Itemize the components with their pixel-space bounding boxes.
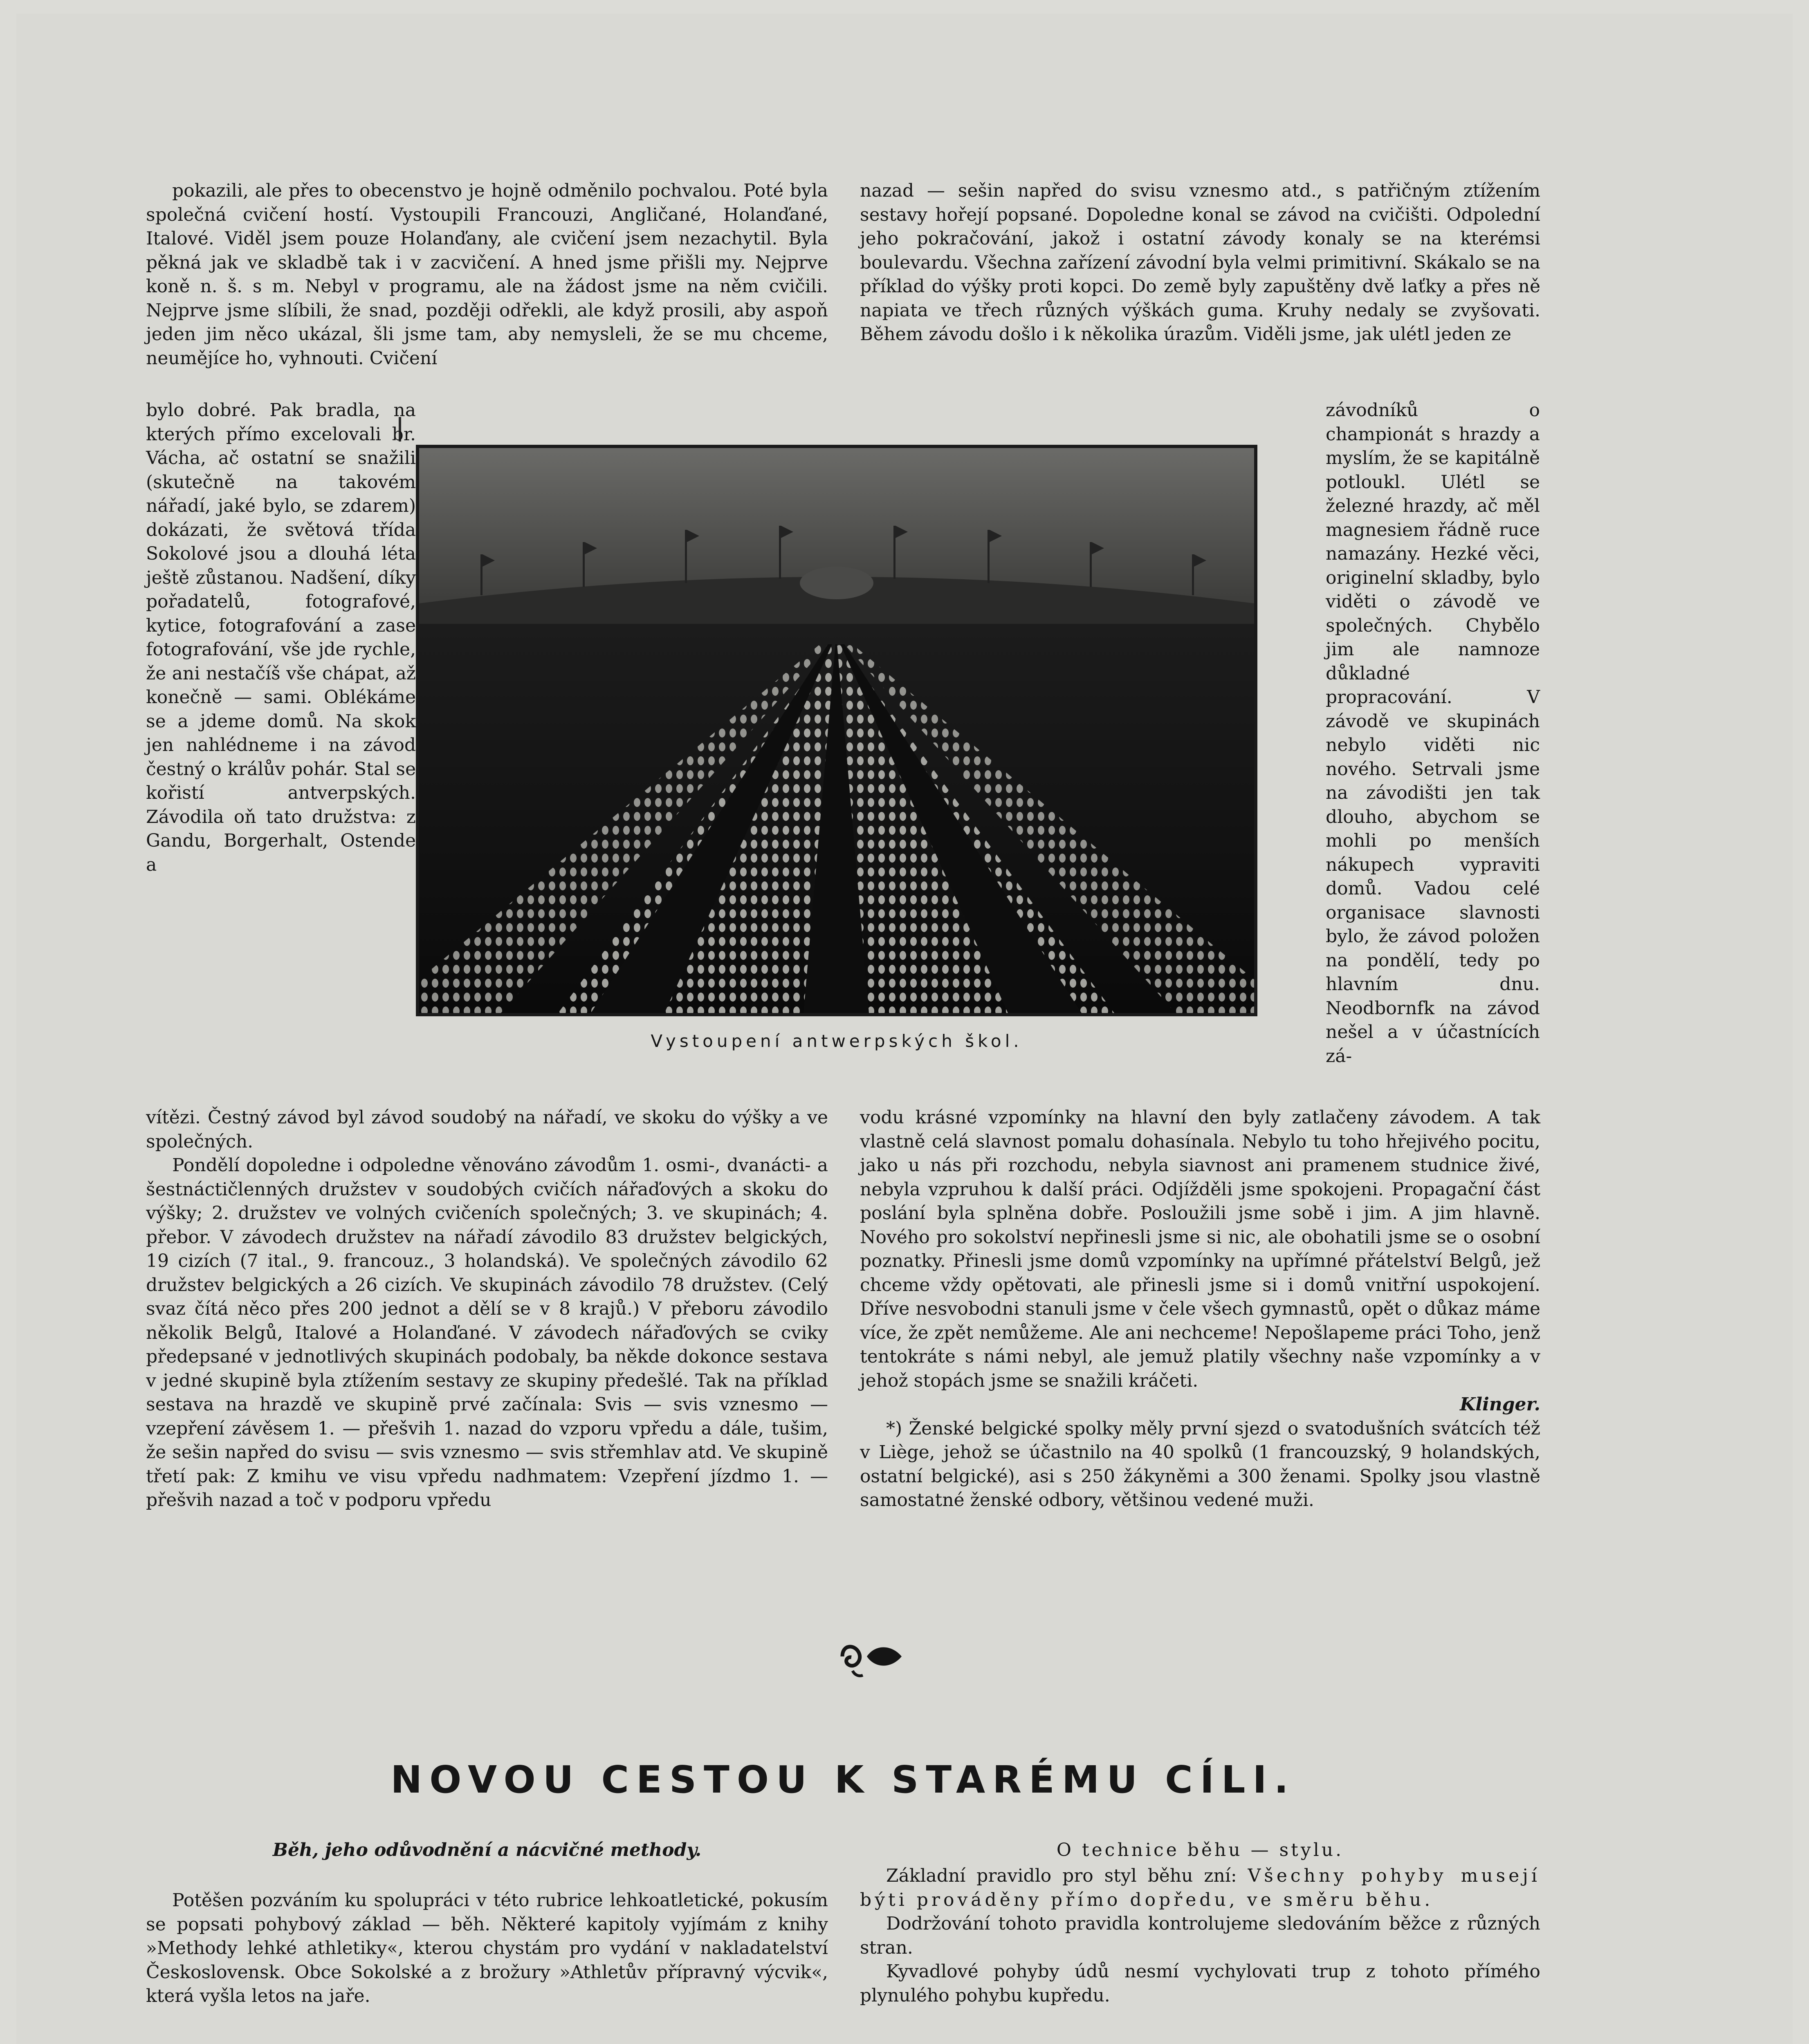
section-subtitle-left: Běh, jeho odůvodnění a nácvičné methody.	[272, 1840, 702, 1860]
paragraph: vítězi. Čestný závod byl závod soudobý na nářadí, ve skoku do výšky a ve společných.	[146, 1107, 828, 1152]
wrap-text-left-column	[146, 399, 416, 877]
text-run: Základní pravidlo pro styl běhu zní:	[886, 1865, 1248, 1886]
continued-right-column	[860, 1106, 1540, 1513]
paragraph: bylo dobré. Pak bradla, na kterých přímo excelovali br. Vácha, ač ostatní se snažili (skutečně na takovém nářadí, jaké bylo, se zdarem) dokázati, že světová třída Sokolové jsou a dlouhá léta ještě zůstanou. Nadšení, díky pořadatelů, fotografové, kytice, fotografování a zase fotografování, vše jde rychle, že ani nestačíš vše chápat, až konečně — sami. Oblékáme se a jdeme domů. Na skok jen nahlédneme i na závod čestný o králův pohár. Stal se kořistí antverpských. Závodila oň tato družstva: z Gandu, Borgerhalt, Ostende a	[146, 400, 416, 875]
article2-right-column	[860, 1864, 1540, 2008]
footnote: *) Ženské belgické spolky měly první sjezd o svatodušních svátcích též v Liège, jehož se účastnilo na 40 spolků (1 francouzský, 9 holandských, ostatní belgické), asi s 250 žákyněmi a 300 ženami. Spolky jsou vlastně samostatné ženské odbory, většinou vedené muži.	[860, 1418, 1540, 1511]
paragraph: závodníků o championát s hrazdy a myslím, že se kapitálně potloukl. Ulétl se železné hrazdy, ač měl magnesiem řádně ruce namazány. Hezké věci, originelní skladby, bylo viděti o závodě ve společných. Chybělo jim ale namnoze důkladné propracování. V závodě ve skupinách nebylo viděti nic nového. Setrvali jsme na závodišti jen tak dlouho, abychom se mohli po menších nákupech vypraviti domů. Vadou celé organisace slavnosti bylo, že závod položen na pondělí, tedy po hlavním dnu. Neodbornfk na závod nešel a v účastnících zá-	[1326, 400, 1540, 1067]
paragraph: Potěšen pozváním ku spolupráci v této rubrice lehkoatletické, pokusím se popsati pohybový základ — běh. Některé kapitoly vyjímám z knihy »Methody lehké athletiky«, kterou chystám pro vydání v nakladatelství Československ. Obce Sokolské a z brožury »Athletův přípravný výcvik«, která vyšla letos na jaře.	[146, 1890, 828, 2006]
paragraph: Dodržování tohoto pravidla kontrolujeme sledováním běžce z různých stran.	[860, 1913, 1540, 1958]
section-subtitle-right: O technice běhu — stylu.	[1056, 1840, 1344, 1860]
article2-left-column	[146, 1889, 828, 2008]
photo-image	[419, 448, 1254, 1013]
paragraph: Pondělí dopoledne i odpoledne věnováno závodům 1. osmi-, dvanácti- a šestnáctičlenných družstev v soudobých cvičích nářaďových a skoku do výšky; 2. družstev ve volných cvičeních společných; 3. ve skupinách; 4. přebor. V závodech družstev na nářadí závodilo 83 družstev belgických, 19 cizích (7 ital., 9. francouz., 3 holandská). Ve společných závodilo 62 družstev belgických a 26 cizích. Ve skupinách závodilo 78 družstev. (Celý svaz čítá něco přes 200 jednot a dělí se v 8 krajů.) V přeboru závodilo několik Belgů, Italové a Holanďané. V závodech nářaďových se cviky předepsané v jednotlivých skupinách podobaly, ba někde dokonce sestava v jedné skupině byla ztížením sestavy ze skupiny předešlé. Tak na příklad sestava na hrazdě ve skupině prvé začínala: Svis — svis vznesmo — vzepření závěsem 1. — přešvih 1. nazad do vzporu vpředu a dále, tušim, že sešin napřed do svisu — svis vznesmo — svis střemhlav atd. Ve skupině třetí pak: Z kmihu ve visu vpředu nadhmatem: Vzepření jízdmo 1. — přešvih nazad a toč v podporu vpředu	[146, 1155, 828, 1511]
photo-caption: Vystoupení antwerpských škol.	[651, 1031, 1023, 1051]
paragraph: vodu krásné vzpomínky na hlavní den byly zatlačeny závodem. A tak vlastně celá slavnost pomalu dohasínala. Nebylo tu toho hřejivého pocitu, jako u nás při rozchodu, nebyla siavnost ani pramenem studnice živé, nebyla vzpruhou k další práci. Odjížděli jsme spokojeni. Propagační část poslání byla splněna dobře. Posloužili jsme sobě i jim. A jim hlavně. Nového pro sokolství nepřinesli jsme si nic, ale obohatili jsme se o osobní poznatky. Přinesli jsme domů vzpomínky na upřímné přátelství Belgů, jež chceme vždy opětovati, ale přinesli jsme si i domů vnitřní uspokojení. Dříve nesvobodni stanuli jsme v čele všech gymnastů, opět o důkaz máme více, že zpět nemůžeme. Ale ani nechceme! Nepošlapeme práci Toho, jenž tentokráte s námi nebyl, ale jemuž platily všechny naše vzpomínky a v jehož stopách jsme se snažili kráčeti.	[860, 1107, 1540, 1391]
stadium-photo	[416, 445, 1257, 1016]
continued-left-column	[146, 1106, 828, 1513]
paragraph: pokazili, ale přes to obecenstvo je hojně odměnilo pochvalou. Poté byla společná cvičení hostí. Vystoupili Francouzi, Angličané, Holanďané, Italové. Viděl jsem pouze Holanďany, ale cvičení jsem nezachytil. Byla pěkná jak ve skladbě tak i v zacvičení. A hned jsme přišli my. Nejprve koně n. š. s m. Nebyl v programu, ale na žádost jsme na něm cvičili. Nejprve jsme slíbili, že snad, později odřekli, ale když prosili, aby aspoň jeden jim něco ukázal, šli jsme tam, aby nemysleli, že se mu chceme, neumějíce ho, vyhnouti. Cvičení	[146, 180, 828, 369]
article-top-left-column	[146, 179, 828, 370]
paragraph: Kyvadlové pohyby údů nesmí vychylovati trup z tohoto přímého plynulého pohybu kupředu.	[860, 1961, 1540, 2006]
emphasis-text: Všechny pohyby musejí býti prováděny přímo dopředu, ve směru běhu.	[860, 1865, 1540, 1910]
paragraph: nazad — sešin napřed do svisu vznesmo atd., s patřičným ztížením sestavy hořejí popsané. Dopoledne konal se závod na cvičišti. Odpolední jeho pokračování, jakož i ostatní závody konaly se na kterémsi boulevardu. Všechna zařízení závodní byla velmi primitivní. Skákalo se na příklad do výšky proti kopci. Do země byly zapuštěny dvě laťky a přes ně napiata ve třech různých výškách guma. Kruhy nedaly se zvyšovati. Během závodu došlo i k několika úrazům. Viděli jsme, jak ulétl jeden ze	[860, 180, 1540, 345]
paragraph	[860, 1864, 1540, 1912]
article-top-right-column	[860, 179, 1540, 347]
article-headline: NOVOU CESTOU K STARÉMU CÍLI.	[391, 1758, 1296, 1802]
fleuron-ornament-icon	[830, 1632, 912, 1681]
author-signature: Klinger.	[1460, 1394, 1540, 1415]
wrap-text-right-column	[1326, 399, 1540, 1068]
